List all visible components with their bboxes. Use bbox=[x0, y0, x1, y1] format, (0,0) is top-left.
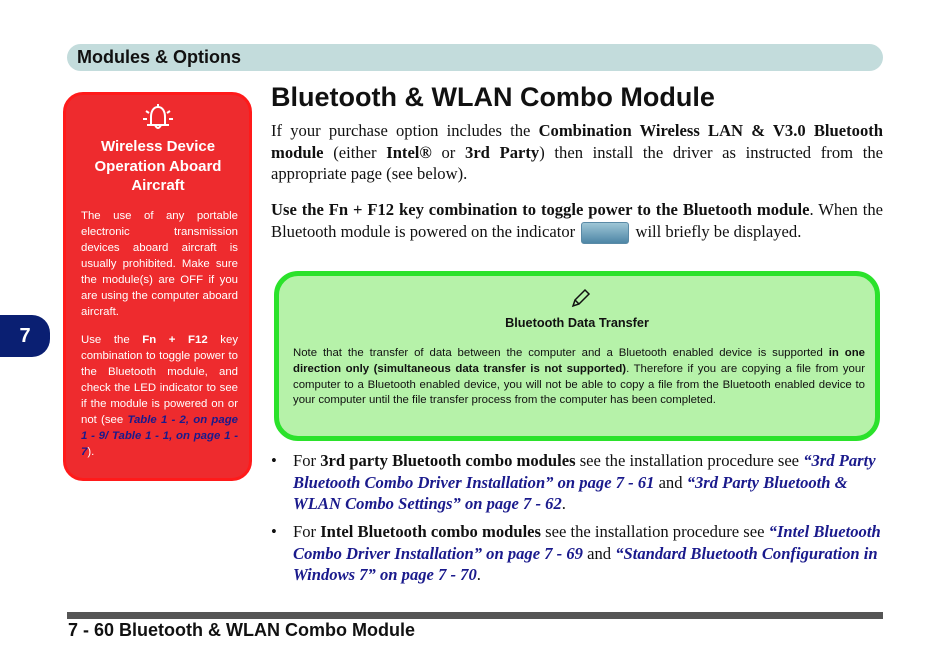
pencil-icon bbox=[569, 288, 591, 310]
warning-box bbox=[63, 92, 252, 481]
xref-link[interactable]: “Intel Bluetooth Combo Driver Installation” on page 7 - 69 bbox=[293, 522, 881, 563]
note-title: Bluetooth Data Transfer bbox=[505, 316, 649, 330]
warning-paragraph-2: Use the Fn + F12 key combination to toggle power to the Bluetooth module, and check the LED indicator to see if the module is powered on or not (see Table 1 - 2, on page 1 - 9/ Table 1 - 1, on page 1 - 7). bbox=[81, 334, 239, 458]
airplane-warning-icon bbox=[141, 103, 175, 133]
footer-rule bbox=[67, 612, 883, 619]
bluetooth-indicator-icon bbox=[581, 222, 629, 244]
chapter-tab[interactable]: 7 bbox=[0, 315, 50, 357]
warning-paragraph-1: The use of any portable electronic transmission devices aboard aircraft is usually prohibited. Make sure the module(s) are OFF if you are using the computer aboard aircraft. bbox=[81, 210, 238, 318]
xref-link[interactable]: “Standard Bluetooth Configuration in Windows 7” on page 7 - 70 bbox=[293, 543, 878, 584]
xref-link[interactable]: “3rd Party Bluetooth & WLAN Combo Settings” on page 7 - 62 bbox=[293, 472, 848, 513]
header-title: Modules & Options bbox=[77, 47, 241, 67]
warning-title: Wireless Device Operation Aboard Aircraft bbox=[94, 138, 222, 194]
bullet-dot: • bbox=[271, 451, 277, 470]
note-box bbox=[274, 271, 880, 441]
xref-link[interactable]: “3rd Party Bluetooth Combo Driver Installation” on page 7 - 61 bbox=[293, 451, 876, 492]
header-bar bbox=[67, 44, 883, 71]
toggle-paragraph: Use the Fn + F12 key combination to toggle power to the Bluetooth module. When the Bluetooth module is powered on the indicator will briefly be displayed. bbox=[271, 199, 883, 244]
bullet-dot: • bbox=[271, 522, 277, 541]
table-link-2[interactable]: Table 1 - 1, on page 1 - 7 bbox=[81, 430, 238, 458]
footer-page-label: 7 - 60 Bluetooth & WLAN Combo Module bbox=[68, 620, 415, 640]
table-link-1[interactable]: Table 1 - 2, on page 1 - 9 bbox=[81, 414, 238, 442]
intro-paragraph: If your purchase option includes the Combination Wireless LAN & V3.0 Bluetooth module (either Intel® or 3rd Party) then install the driver as instructed from the appropriate page (see below). bbox=[271, 121, 883, 183]
page-title: Bluetooth & WLAN Combo Module bbox=[271, 82, 715, 112]
note-text: Note that the transfer of data between the computer and a Bluetooth enabled device is supported in one direction only (simultaneous data transfer is not supported). Therefore if you are copying a file from your computer to a Bluetooth enabled device, you will not be able to copy a file from the Bluetooth enabled device to your computer until the file transfer process from the computer has been completed. bbox=[293, 347, 865, 407]
